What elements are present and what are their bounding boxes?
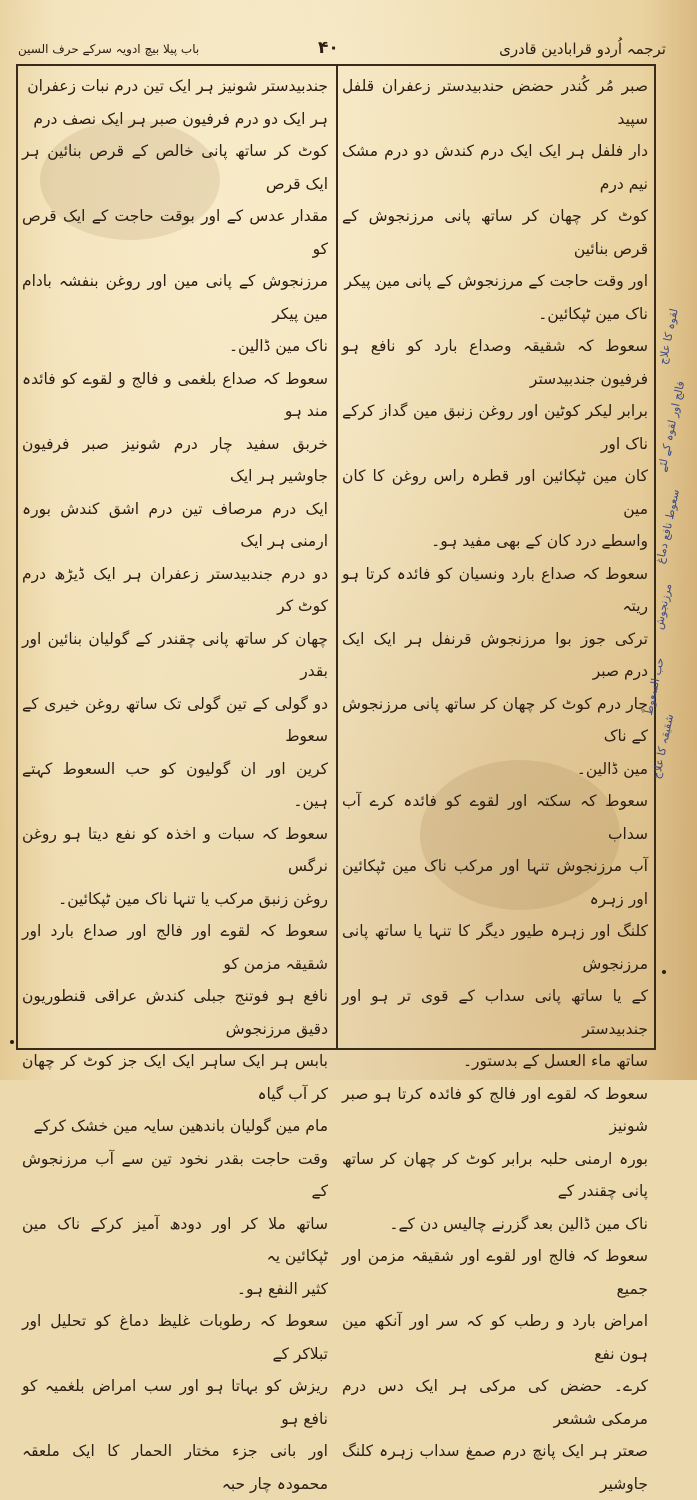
text-line: ناک مین ڈالین بعد گزرنے چالیس دن کے۔: [389, 1214, 648, 1233]
text-line: نافع ہو فوتنج جبلی کندش عراقی قنطوریون دقیق مرزنجوش: [22, 987, 328, 1038]
text-line: کرے۔ حضض کی مرکی ہر ایک دس درم مرمکی ششعر: [342, 1377, 648, 1428]
text-line: صعتر ہر ایک پانچ درم صمغ سداب زہرہ کلنگ جاوشیر: [342, 1442, 648, 1493]
margin-note: لقوہ کا علاج: [656, 307, 681, 366]
text-line: مرزنجوش کے پانی مین اور روغن بنفشہ بادام مین پیکر: [22, 272, 328, 323]
text-line: روغن زنبق مرکب یا تنہا ناک مین ٹپکائین۔: [58, 889, 328, 908]
text-line: مین ڈالین۔: [576, 759, 648, 778]
margin-note: فالج اور لقوہ کے لئے: [655, 379, 688, 474]
text-line: سعوط کہ سکتہ اور لقوے کو فائدہ کرے آب سداب: [342, 792, 648, 843]
text-line: وقت حاجت بقدر نخود تین سے آب مرزنجوش کے: [22, 1149, 328, 1200]
text-line: ساتھ ماء العسل کے بدستور۔: [462, 1052, 648, 1070]
text-line: بورہ ارمنی حلبہ برابر کوٹ کر چھان کر ساتھ پانی چقندر کے: [342, 1149, 648, 1200]
page-number: ۴۰: [318, 38, 339, 58]
left-column: [22, 70, 328, 1500]
text-line: چھان کر ساتھ پانی چقندر کے گولیان بنائین اور بقدر: [22, 629, 328, 680]
text-line: سعوط کہ صداع بلغمی و فالج و لقوے کو فائدہ مند ہو: [22, 369, 328, 420]
text-line: سعوط کہ شقیقہ وصداع بارد کو نافع ہو فرفیون جندبیدستر: [342, 337, 648, 388]
text-line: جندبیدستر شونیز ہر ایک تین درم نبات زعفران: [27, 77, 328, 95]
header-chapter: باب پیلا بیچ ادویہ سرکے حرف السین: [18, 42, 200, 56]
text-line: اور وقت حاجت کے مرزنجوش کے پانی مین پیکر: [344, 272, 648, 290]
text-line: آب مرزنجوش تنہا اور مرکب ناک مین ٹپکائین اور زہرہ: [342, 857, 648, 908]
text-line: ایک درم مرصاف تین درم اشق کندش بورہ ارمنی ہر ایک: [22, 499, 328, 550]
margin-note: حب السعوط: [641, 656, 667, 717]
text-line: ساتھ ملا کر اور دودھ آمیز کرکے ناک مین ٹپکائین یہ: [22, 1214, 328, 1265]
text-line: صبر مُر کُندر حضض حندبیدستر زعفران قلفل سپید: [342, 77, 648, 128]
text-line: کوٹ کر چھان کر ساتھ پانی مرزنجوش کے قرص بنائین: [342, 207, 648, 258]
right-column: [342, 70, 648, 1500]
text-line: سعوط کہ فالج اور لقوے اور شقیقہ مزمن اور جمیع: [342, 1247, 648, 1298]
text-line: واسطے درد کان کے بھی مفید ہو۔: [431, 532, 648, 550]
margin-note: شقیقہ کا علاج: [649, 712, 677, 781]
text-line: سعوط کہ رطوبات غلیظ دماغ کو تحلیل اور تبلاکر کے: [22, 1312, 328, 1363]
text-line: کلنگ اور زہرہ طیور دیگر کا تنہا یا ساتھ پانی مرزنجوش: [342, 922, 648, 973]
text-line: دو درم جندبیدستر زعفران ہر ایک ڈیڑھ درم کوٹ کر: [22, 564, 328, 615]
text-line: امراض بارد و رطب کو کہ سر اور آنکھ مین ہون نفع: [342, 1312, 648, 1363]
text-line: کثیر النفع ہو۔: [236, 1279, 328, 1298]
text-line: سعوط کہ سبات و اخذہ کو نفع دیتا ہو روغن نرگس: [22, 824, 328, 875]
text-line: ریزش کو بہاتا ہو اور سب امراض بلغمیہ کو نافع ہو: [22, 1377, 328, 1428]
text-line: اور بانی جزء مختار الحمار کا ایک ملعقہ محمودہ چار حبہ: [22, 1442, 328, 1493]
text-line: خربق سفید چار درم شونیز صبر فرفیون جاوشیر ہر ایک: [22, 434, 328, 485]
text-line: ناک مین ٹپکائین۔: [538, 304, 648, 323]
text-line: چار درم کوٹ کر چھان کر ساتھ پانی مرزنجوش کے ناک: [342, 694, 648, 745]
ink-mark: [662, 970, 666, 974]
text-line: مقدار عدس کے اور بوقت حاجت کے ایک قرص کو: [22, 207, 328, 258]
text-line: دار فلفل ہر ایک ایک درم کندش دو درم مشک نیم درم: [342, 142, 648, 193]
text-line: ناک مین ڈالین۔: [228, 337, 328, 355]
text-line: سعوط کہ لقوے اور فالج کو فائدہ کرتا ہو صبر شونیز: [342, 1084, 648, 1135]
text-line: ہر ایک دو درم فرفیون صبر ہر ایک نصف درم: [33, 109, 328, 128]
text-line: ترکی جوز بوا مرزنجوش قرنفل ہر ایک ایک درم صبر: [342, 629, 648, 680]
text-line: سعوط کہ لقوے اور فالج اور صداع بارد اور شقیقہ مزمن کو: [22, 922, 328, 973]
margin-note: مرزنجوش: [652, 582, 675, 631]
text-line: کان مین ٹپکائین اور قطرہ راس روغن کا کان مین: [342, 467, 648, 518]
ink-mark: [10, 1040, 14, 1044]
text-line: کوٹ کر ساتھ پانی خالص کے قرص بنائین ہر ایک قرص: [22, 142, 328, 193]
text-line: دو گولی کے تین گولی تک ساتھ روغن خیری کے سعوط: [22, 694, 328, 745]
column-divider: [336, 64, 338, 1050]
text-line: بابس ہر ایک ساہر ایک ایک جز کوٹ کر چھان کر آب گیاہ: [22, 1052, 328, 1103]
text-line: مام مین گولیان باندھین سایہ مین خشک کرکے: [33, 1117, 328, 1135]
text-line: سعوط کہ صداع بارد ونسیان کو فائدہ کرتا ہو ریتہ: [342, 564, 648, 615]
header-title: ترجمہ اُردو قرابادین قادری: [499, 40, 666, 58]
text-line: کرین اور ان گولیون کو حب السعوط کہتے ہین۔: [22, 759, 328, 810]
text-line: برابر لیکر کوٹین اور روغن زنبق مین گداز کرکے ناک اور: [342, 402, 648, 453]
text-line: کے یا ساتھ پانی سداب کے قوی تر ہو اور جندبیدستر: [342, 987, 648, 1038]
margin-note: سعوط نافع دماغ: [653, 488, 683, 565]
